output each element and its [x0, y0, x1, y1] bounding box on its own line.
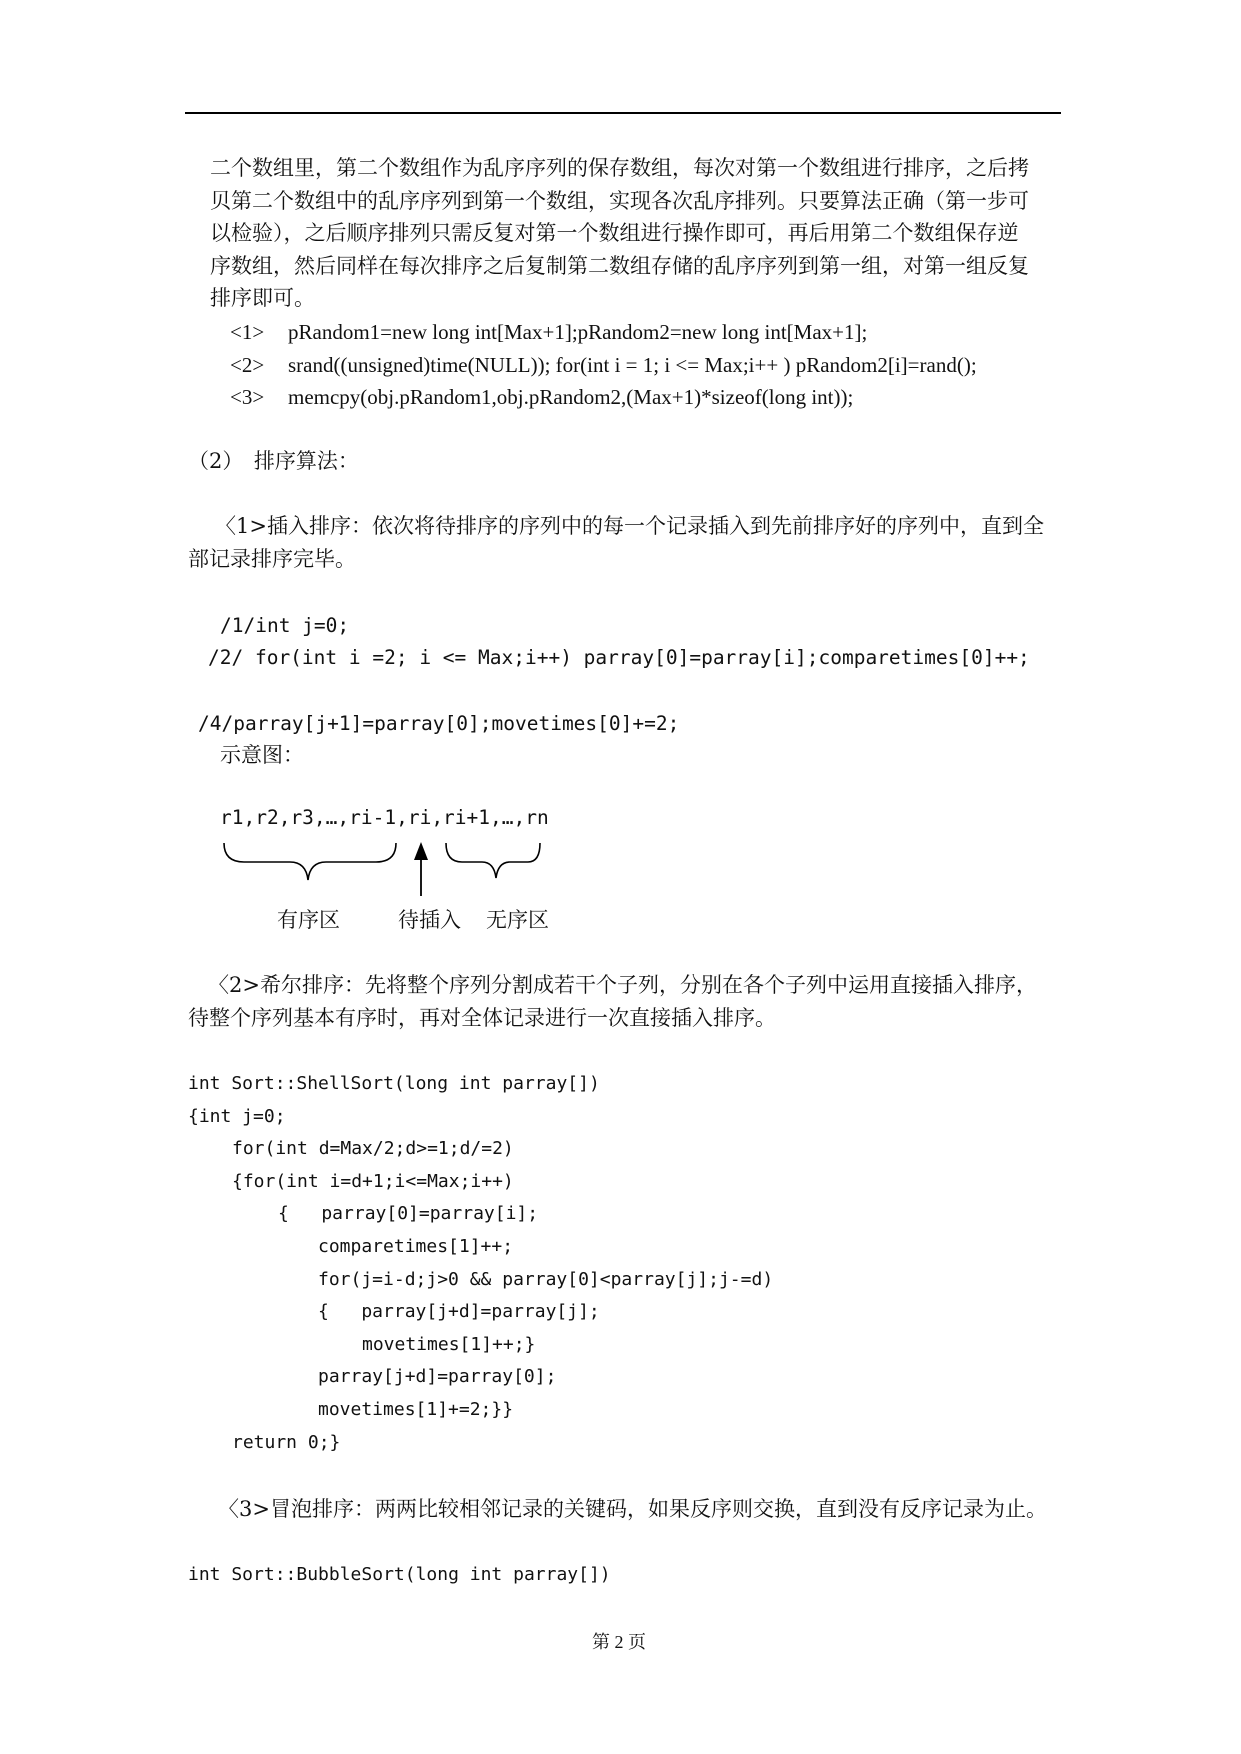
paragraph-line: 以检验），之后顺序排列只需反复对第一个数组进行操作即可，再后用第二个数组保存逆 — [210, 221, 1019, 245]
code-line: { parray[j+d]=parray[j]; — [318, 1301, 600, 1322]
step-label: <2> — [230, 353, 265, 377]
code-line: movetimes[1]++;} — [362, 1334, 536, 1355]
code-line: movetimes[1]+=2;}} — [318, 1399, 514, 1420]
code-line: for(int d=Max/2;d>=1;d/=2) — [232, 1138, 514, 1159]
code-line: int Sort::ShellSort(long int parray[]) — [188, 1073, 600, 1094]
code-line: comparetimes[1]++; — [318, 1236, 514, 1257]
step-code: srand((unsigned)time(NULL)); for(int i = 1; i <= Max;i++ ) pRandom2[i]=rand(); — [288, 353, 977, 377]
bubble-sort-desc: 〈3>冒泡排序：两两比较相邻记录的关键码，如果反序则交换，直到没有反序记录为止。 — [218, 1497, 1047, 1521]
step-label: <1> — [230, 320, 265, 344]
code-line: {int j=0; — [188, 1106, 286, 1127]
unsorted-brace — [446, 843, 540, 878]
step-label: <3> — [230, 385, 265, 409]
code-line: int Sort::BubbleSort(long int parray[]) — [188, 1564, 611, 1585]
code-line: parray[j+d]=parray[0]; — [318, 1366, 557, 1387]
insert-sort-desc: 〈1>插入排序：依次将待排序的序列中的每一个记录插入到先前排序好的序列中，直到全 — [215, 514, 1044, 538]
step-code: memcpy(obj.pRandom1,obj.pRandom2,(Max+1)*sizeof(long int)); — [288, 385, 854, 409]
code-line: for(j=i-d;j>0 && parray[0]<parray[j];j-=d) — [318, 1269, 774, 1290]
code-line: /4/parray[j+1]=parray[0];movetimes[0]+=2; — [198, 712, 680, 735]
paragraph-line: 贝第二个数组中的乱序序列到第一个数组，实现各次乱序排列。只要算法正确（第一步可 — [210, 189, 1029, 213]
shell-sort-desc: 待整个序列基本有序时，再对全体记录进行一次直接插入排序。 — [188, 1006, 776, 1030]
diagram-title: 示意图： — [220, 743, 304, 767]
insert-label: 待插入 — [398, 908, 461, 932]
code-line: /2/ for(int i =2; i <= Max;i++) parray[0]=parray[i];comparetimes[0]++; — [208, 646, 1030, 669]
paragraph-line: 二个数组里，第二个数组作为乱序序列的保存数组，每次对第一个数组进行排序，之后拷 — [210, 156, 1029, 180]
paragraph-line: 排序即可。 — [210, 286, 315, 310]
paragraph-line: 序数组，然后同样在每次排序之后复制第二数组存储的乱序序列到第一组，对第一组反复 — [210, 254, 1029, 278]
section-heading: （2） 排序算法： — [188, 449, 359, 473]
code-line: { parray[0]=parray[i]; — [278, 1203, 539, 1224]
page-number: 第 2 页 — [592, 1632, 646, 1652]
sorted-brace — [224, 843, 396, 880]
code-line: {for(int i=d+1;i<=Max;i++) — [232, 1171, 514, 1192]
code-line: /1/int j=0; — [220, 614, 350, 637]
sorted-zone-label: 有序区 — [277, 908, 340, 932]
step-code: pRandom1=new long int[Max+1];pRandom2=new long int[Max+1]; — [288, 320, 868, 344]
sequence-text: r1,r2,r3,…,ri-1,ri,ri+1,…,rn — [220, 806, 549, 829]
code-line: return 0;} — [232, 1432, 341, 1453]
unsorted-zone-label: 无序区 — [486, 908, 549, 932]
insert-arrowhead — [414, 842, 428, 860]
shell-sort-desc: 〈2>希尔排序：先将整个序列分割成若干个子列，分别在各个子列中运用直接插入排序， — [208, 973, 1037, 997]
insert-sort-desc: 部记录排序完毕。 — [188, 547, 356, 571]
